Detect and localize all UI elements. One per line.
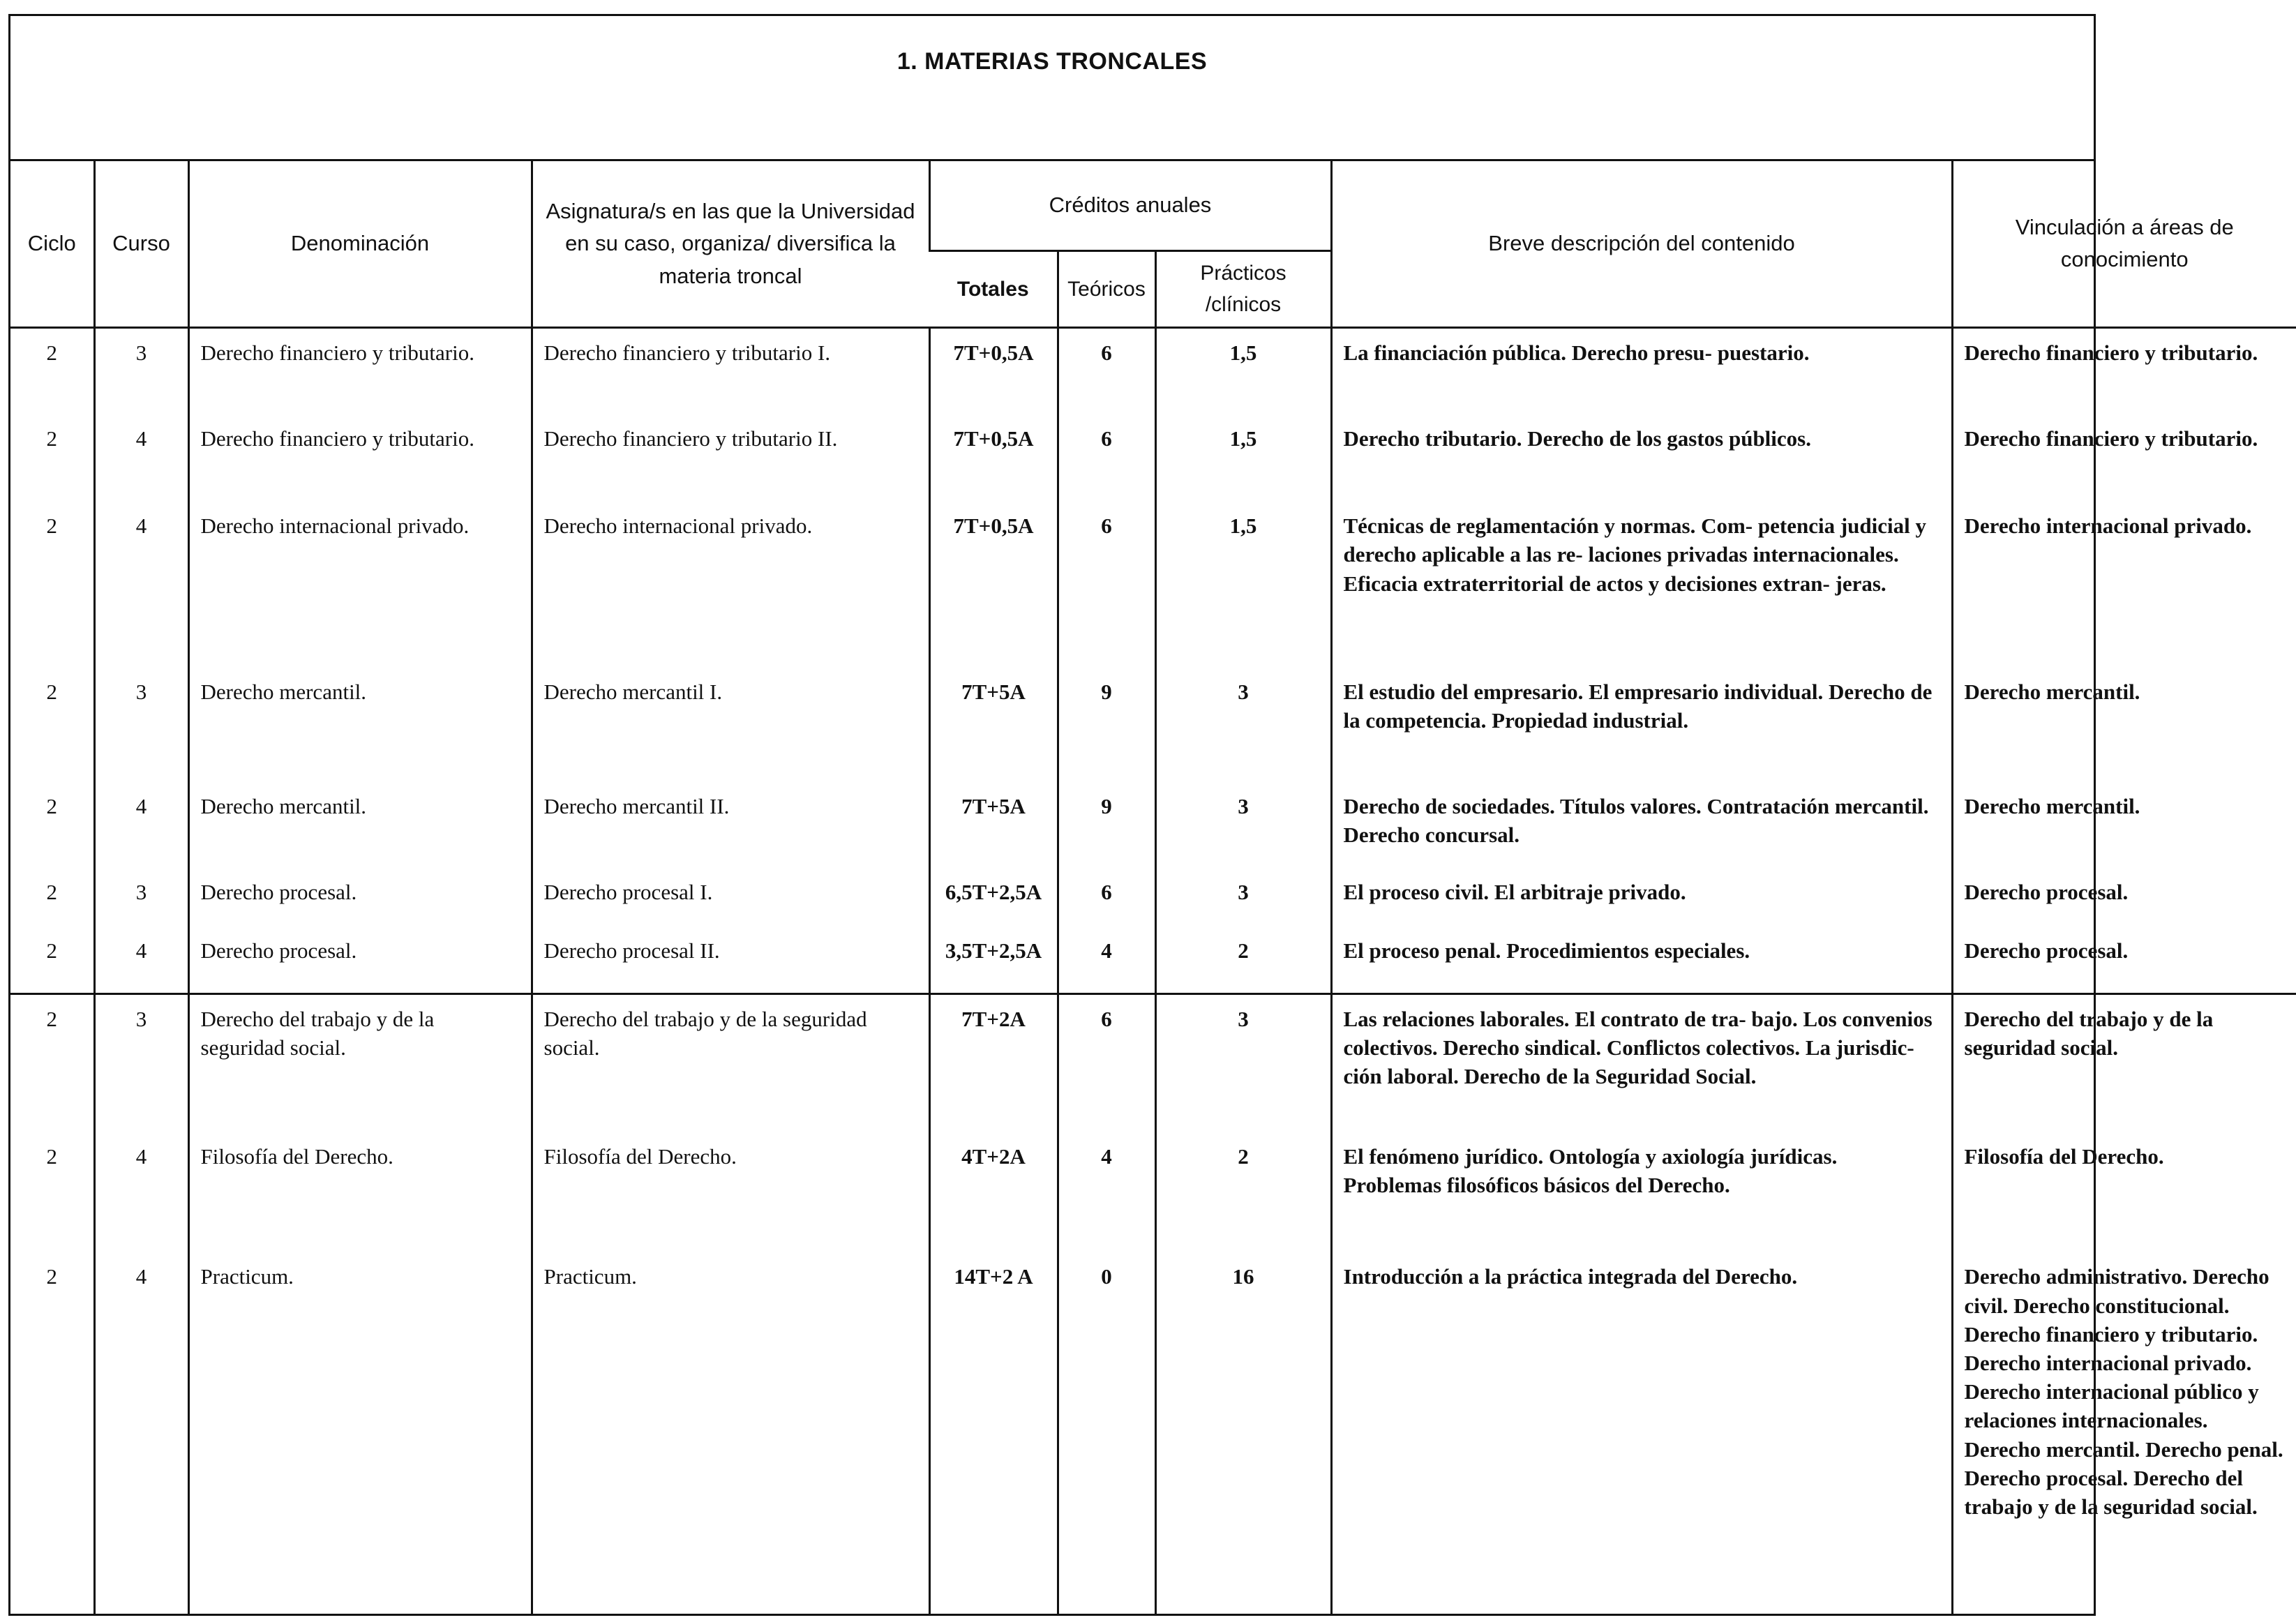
teoricos-cell xyxy=(1058,502,1155,668)
header-vinculacion: Vinculación a áreas de conocimiento xyxy=(1952,161,2296,327)
totales-cell xyxy=(929,668,1058,782)
ciclo-cell xyxy=(10,993,94,1132)
curso-cell-text: 3 xyxy=(135,679,147,704)
descripcion-cell xyxy=(1331,927,1952,993)
vinculacion-cell-text: Derecho financiero y tributario. xyxy=(1964,426,2258,451)
curso-cell xyxy=(94,1132,188,1252)
practicos-cell-text: 3 xyxy=(1238,679,1249,704)
title-band xyxy=(10,16,2094,161)
descripcion-cell xyxy=(1331,868,1952,927)
curso-cell-text: 4 xyxy=(135,1264,147,1289)
teoricos-cell xyxy=(1058,868,1155,927)
ciclo-cell xyxy=(10,668,94,782)
totales-cell-text: 14T+2 A xyxy=(954,1264,1033,1289)
vinculacion-cell xyxy=(1952,782,2296,868)
curso-cell xyxy=(94,1252,188,1614)
totales-cell xyxy=(929,502,1058,668)
teoricos-cell-text: 4 xyxy=(1101,938,1112,963)
denominacion-cell xyxy=(188,782,532,868)
asignatura-cell xyxy=(532,668,929,782)
denominacion-cell xyxy=(188,414,532,502)
descripcion-cell-text: Derecho de sociedades. Títulos valores. Contratación mercantil. Derecho concursal. xyxy=(1343,793,1929,848)
descripcion-cell xyxy=(1331,668,1952,782)
practicos-cell xyxy=(1155,414,1331,502)
teoricos-cell-text: 9 xyxy=(1101,679,1112,704)
denominacion-cell-text: Derecho procesal. xyxy=(200,938,357,963)
header-denominacion: Denominación xyxy=(188,161,532,327)
asignatura-cell-text: Derecho mercantil II. xyxy=(543,793,730,818)
totales-cell-text: 7T+0,5A xyxy=(953,340,1034,365)
ciclo-cell-text: 2 xyxy=(46,426,57,451)
curso-cell xyxy=(94,927,188,993)
practicos-cell xyxy=(1155,927,1331,993)
asignatura-cell xyxy=(532,327,929,414)
descripcion-cell-text: Introducción a la práctica integrada del Derecho. xyxy=(1343,1264,1798,1289)
asignatura-cell-text: Derecho del trabajo y de la seguridad social. xyxy=(543,1006,867,1060)
denominacion-cell xyxy=(188,1132,532,1252)
teoricos-cell-text: 6 xyxy=(1101,1006,1112,1031)
denominacion-cell-text: Derecho del trabajo y de la seguridad social. xyxy=(200,1006,435,1060)
vinculacion-cell-text: Derecho mercantil. xyxy=(1964,793,2140,818)
asignatura-cell xyxy=(532,993,929,1132)
descripcion-cell-text: Derecho tributario. Derecho de los gastos públicos. xyxy=(1343,426,1811,451)
ciclo-cell-text: 2 xyxy=(46,340,57,365)
ciclo-cell xyxy=(10,414,94,502)
practicos-cell xyxy=(1155,993,1331,1132)
ciclo-cell-text: 2 xyxy=(46,1006,57,1031)
asignatura-cell-text: Derecho procesal II. xyxy=(543,938,720,963)
teoricos-cell-text: 0 xyxy=(1101,1264,1112,1289)
curso-cell-text: 4 xyxy=(135,426,147,451)
totales-cell xyxy=(929,414,1058,502)
ciclo-cell xyxy=(10,927,94,993)
vinculacion-cell-text: Filosofía del Derecho. xyxy=(1964,1144,2164,1169)
denominacion-cell-text: Practicum. xyxy=(200,1264,294,1289)
curso-cell-text: 4 xyxy=(135,1144,147,1169)
ciclo-cell xyxy=(10,1132,94,1252)
totales-cell xyxy=(929,1252,1058,1614)
header-teoricos: Teóricos xyxy=(1058,250,1155,327)
totales-cell-text: 7T+5A xyxy=(961,679,1026,704)
teoricos-cell xyxy=(1058,993,1155,1132)
teoricos-cell xyxy=(1058,327,1155,414)
ciclo-cell xyxy=(10,868,94,927)
vinculacion-cell xyxy=(1952,1252,2296,1614)
descripcion-cell-text: El proceso penal. Procedimientos especiales. xyxy=(1343,938,1750,963)
asignatura-cell xyxy=(532,1252,929,1614)
ciclo-cell xyxy=(10,782,94,868)
teoricos-cell-text: 9 xyxy=(1101,793,1112,818)
totales-cell-text: 7T+5A xyxy=(961,793,1026,818)
vinculacion-cell-text: Derecho internacional privado. xyxy=(1964,513,2252,539)
practicos-cell-text: 3 xyxy=(1238,1006,1249,1031)
practicos-cell xyxy=(1155,327,1331,414)
curso-cell-text: 3 xyxy=(135,1006,147,1031)
ciclo-cell xyxy=(10,1252,94,1614)
header-creditos: Créditos anuales xyxy=(929,161,1331,250)
curso-cell xyxy=(94,993,188,1132)
ciclo-cell-text: 2 xyxy=(46,1264,57,1289)
teoricos-cell xyxy=(1058,1252,1155,1614)
table-row xyxy=(10,668,2296,782)
practicos-cell-text: 2 xyxy=(1238,1144,1249,1169)
asignatura-cell-text: Derecho procesal I. xyxy=(543,879,713,904)
totales-cell xyxy=(929,1132,1058,1252)
ciclo-cell xyxy=(10,502,94,668)
ciclo-cell-text: 2 xyxy=(46,938,57,963)
teoricos-cell-text: 6 xyxy=(1101,513,1112,539)
denominacion-cell xyxy=(188,927,532,993)
header-totales: Totales xyxy=(929,250,1058,327)
document-frame xyxy=(8,14,2283,1616)
totales-cell-text: 4T+2A xyxy=(961,1144,1026,1169)
descripcion-cell-text: El estudio del empresario. El empresario individual. Derecho de la competencia. Propiedad industrial. xyxy=(1343,679,1933,733)
vinculacion-cell xyxy=(1952,927,2296,993)
header-descripcion: Breve descripción del contenido xyxy=(1331,161,1952,327)
asignatura-cell-text: Derecho mercantil I. xyxy=(543,679,723,704)
vinculacion-cell xyxy=(1952,1132,2296,1252)
descripcion-cell-text: El fenómeno jurídico. Ontología y axiología jurídicas. Problemas filosóficos básicos del Derecho. xyxy=(1343,1144,1838,1198)
table-row xyxy=(10,868,2296,927)
totales-cell xyxy=(929,927,1058,993)
practicos-cell xyxy=(1155,782,1331,868)
vinculacion-cell-text: Derecho procesal. xyxy=(1964,938,2129,963)
curso-cell xyxy=(94,868,188,927)
practicos-cell xyxy=(1155,868,1331,927)
teoricos-cell xyxy=(1058,1132,1155,1252)
totales-cell-text: 6,5T+2,5A xyxy=(945,879,1042,904)
vinculacion-cell-text: Derecho mercantil. xyxy=(1964,679,2140,704)
asignatura-cell xyxy=(532,414,929,502)
vinculacion-cell xyxy=(1952,668,2296,782)
totales-cell xyxy=(929,993,1058,1132)
vinculacion-cell xyxy=(1952,327,2296,414)
curso-cell-text: 4 xyxy=(135,513,147,539)
asignatura-cell-text: Filosofía del Derecho. xyxy=(543,1144,737,1169)
descripcion-cell xyxy=(1331,414,1952,502)
header-ciclo: Ciclo xyxy=(10,161,94,327)
practicos-cell xyxy=(1155,668,1331,782)
denominacion-cell xyxy=(188,327,532,414)
denominacion-cell-text: Derecho mercantil. xyxy=(200,793,367,818)
vinculacion-cell-text: Derecho procesal. xyxy=(1964,879,2129,904)
denominacion-cell xyxy=(188,502,532,668)
header-curso: Curso xyxy=(94,161,188,327)
asignatura-cell xyxy=(532,927,929,993)
materias-table xyxy=(10,161,2296,1614)
denominacion-cell-text: Filosofía del Derecho. xyxy=(200,1144,393,1169)
header-practicos: Prácticos /clínicos xyxy=(1155,250,1331,327)
descripcion-cell-text: La financiación pública. Derecho presu- puestario. xyxy=(1343,340,1810,365)
teoricos-cell-text: 6 xyxy=(1101,340,1112,365)
asignatura-cell-text: Derecho financiero y tributario I. xyxy=(543,340,831,365)
practicos-cell xyxy=(1155,502,1331,668)
descripcion-cell xyxy=(1331,782,1952,868)
teoricos-cell-text: 4 xyxy=(1101,1144,1112,1169)
teoricos-cell xyxy=(1058,782,1155,868)
vinculacion-cell xyxy=(1952,502,2296,668)
vinculacion-cell-text: Derecho del trabajo y de la seguridad social. xyxy=(1964,1006,2214,1060)
denominacion-cell-text: Derecho financiero y tributario. xyxy=(200,340,474,365)
denominacion-cell-text: Derecho internacional privado. xyxy=(200,513,470,539)
curso-cell-text: 3 xyxy=(135,879,147,904)
curso-cell xyxy=(94,327,188,414)
descripcion-cell-text: El proceso civil. El arbitraje privado. xyxy=(1343,879,1686,904)
asignatura-cell xyxy=(532,1132,929,1252)
denominacion-cell xyxy=(188,993,532,1132)
vinculacion-cell-text: Derecho administrativo. Derecho civil. Derecho constitucional. Derecho financiero y tributario. Derecho internacional privado. Derecho internacional público y relaciones internacionales. Derecho mercantil. Derecho penal. Derecho procesal. Derecho del trabajo y de la seguridad social. xyxy=(1964,1264,2283,1520)
descripcion-cell xyxy=(1331,1252,1952,1614)
curso-cell-text: 3 xyxy=(135,340,147,365)
teoricos-cell xyxy=(1058,668,1155,782)
asignatura-cell xyxy=(532,868,929,927)
table-row xyxy=(10,1132,2296,1252)
curso-cell-text: 4 xyxy=(135,938,147,963)
table-row xyxy=(10,927,2296,993)
teoricos-cell-text: 6 xyxy=(1101,426,1112,451)
asignatura-cell-text: Derecho internacional privado. xyxy=(543,513,813,539)
totales-cell-text: 7T+0,5A xyxy=(953,426,1034,451)
curso-cell xyxy=(94,502,188,668)
denominacion-cell-text: Derecho mercantil. xyxy=(200,679,367,704)
asignatura-cell-text: Practicum. xyxy=(543,1264,637,1289)
ciclo-cell-text: 2 xyxy=(46,1144,57,1169)
denominacion-cell xyxy=(188,668,532,782)
curso-cell xyxy=(94,782,188,868)
curso-cell xyxy=(94,414,188,502)
asignatura-cell xyxy=(532,782,929,868)
denominacion-cell-text: Derecho financiero y tributario. xyxy=(200,426,474,451)
ciclo-cell-text: 2 xyxy=(46,879,57,904)
descripcion-cell xyxy=(1331,993,1952,1132)
totales-cell-text: 3,5T+2,5A xyxy=(945,938,1042,963)
totales-cell xyxy=(929,782,1058,868)
totales-cell-text: 7T+0,5A xyxy=(953,513,1034,539)
practicos-cell-text: 2 xyxy=(1238,938,1249,963)
asignatura-cell-text: Derecho financiero y tributario II. xyxy=(543,426,838,451)
teoricos-cell xyxy=(1058,414,1155,502)
vinculacion-cell xyxy=(1952,868,2296,927)
practicos-cell-text: 3 xyxy=(1238,879,1249,904)
descripcion-cell xyxy=(1331,327,1952,414)
totales-cell xyxy=(929,868,1058,927)
table-row xyxy=(10,502,2296,668)
header-asignatura: Asignatura/s en las que la Universidad en su caso, organiza/ diversifica la materia troncal xyxy=(532,161,929,327)
vinculacion-cell xyxy=(1952,993,2296,1132)
denominacion-cell xyxy=(188,1252,532,1614)
asignatura-cell xyxy=(532,502,929,668)
totales-cell xyxy=(929,327,1058,414)
descripcion-cell xyxy=(1331,502,1952,668)
ciclo-cell-text: 2 xyxy=(46,793,57,818)
practicos-cell-text: 3 xyxy=(1238,793,1249,818)
page-title: 1. MATERIAS TRONCALES xyxy=(896,48,1208,75)
teoricos-cell xyxy=(1058,927,1155,993)
denominacion-cell-text: Derecho procesal. xyxy=(200,879,357,904)
ciclo-cell-text: 2 xyxy=(46,679,57,704)
curso-cell xyxy=(94,668,188,782)
table-row xyxy=(10,1252,2296,1614)
practicos-cell xyxy=(1155,1132,1331,1252)
descripcion-cell xyxy=(1331,1132,1952,1252)
vinculacion-cell xyxy=(1952,414,2296,502)
practicos-cell-text: 1,5 xyxy=(1229,340,1257,365)
ciclo-cell-text: 2 xyxy=(46,513,57,539)
practicos-cell-text: 1,5 xyxy=(1229,513,1257,539)
practicos-cell xyxy=(1155,1252,1331,1614)
teoricos-cell-text: 6 xyxy=(1101,879,1112,904)
practicos-cell-text: 1,5 xyxy=(1229,426,1257,451)
table-row xyxy=(10,782,2296,868)
table-row xyxy=(10,993,2296,1132)
practicos-cell-text: 16 xyxy=(1232,1264,1254,1289)
vinculacion-cell-text: Derecho financiero y tributario. xyxy=(1964,340,2258,365)
denominacion-cell xyxy=(188,868,532,927)
table-row xyxy=(10,327,2296,414)
descripcion-cell-text: Técnicas de reglamentación y normas. Com- petencia judicial y derecho aplicable a las re- laciones privadas internacionales. Eficacia extraterritorial de actos y decisiones extran- jeras. xyxy=(1343,513,1926,596)
curso-cell-text: 4 xyxy=(135,793,147,818)
descripcion-cell-text: Las relaciones laborales. El contrato de tra- bajo. Los convenios colectivos. Derecho sindical. Conflictos colectivos. La jurisdic- ción laboral. Derecho de la Seguridad Social. xyxy=(1343,1006,1933,1089)
totales-cell-text: 7T+2A xyxy=(961,1006,1026,1031)
ciclo-cell xyxy=(10,327,94,414)
table-row xyxy=(10,414,2296,502)
